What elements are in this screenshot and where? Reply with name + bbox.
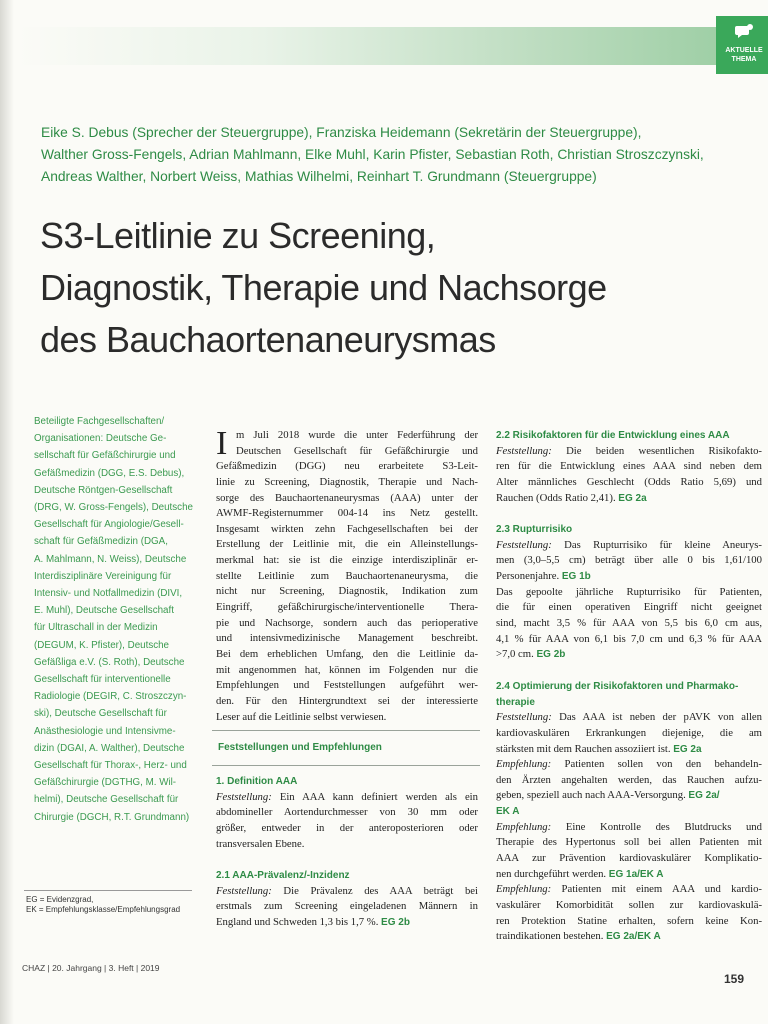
drop-cap: I [216, 425, 228, 462]
author-line: Andreas Walther, Norbert Weiss, Mathias Wilhelmi, Reinhart T. Grundmann (Steuergruppe) [41, 169, 597, 184]
sidebar-line: Beteiligte Fachgesellschaften/ [34, 416, 165, 427]
evidence-tag: EG 1a/EK A [608, 868, 664, 880]
sidebar-line: Gefäßchirurgie (DGTHG, M. Wil- [34, 777, 177, 789]
findings-heading: Feststellungen und Empfehlungen [218, 742, 382, 753]
text-line: Empfehlung: Patienten sollen von den behandeln- [496, 758, 762, 771]
speech-bubble-icon [734, 22, 754, 42]
badge-line-2: THEMA [731, 56, 757, 63]
evidence-tag: EG 1b [561, 571, 591, 583]
sidebar-line: A. Mahlmann, N. Weiss), Deutsche [34, 553, 187, 565]
journal-footer: CHAZ | 20. Jahrgang | 3. Heft | 2019 [22, 963, 160, 973]
text-line: die für einen operativen Eingriff nicht geeignet [496, 601, 762, 614]
title-line: Diagnostik, Therapie und Nachsorge [40, 267, 607, 308]
body-column-left [216, 425, 478, 725]
legend-line: EG = Evidenzgrad, [26, 895, 94, 904]
text-line: Therapie des Hypertonus soll bei allen Patienten mit [496, 836, 762, 849]
sidebar-divider [24, 890, 192, 891]
sidebar-line: für Ultraschall in der Medizin [34, 622, 158, 634]
text-line: Feststellung: Das Rupturrisiko für kleine Aneurys- [496, 538, 762, 551]
sidebar-line: Deutsche Röntgen-Gesellschaft [34, 484, 173, 496]
page-edge-shadow [0, 0, 14, 1024]
participating-societies-sidebar [34, 413, 194, 826]
text-line: ren für die Entwicklung eines AAA sind neben dem [496, 460, 762, 473]
text-line: Rauchen (Odds Ratio 2,41). EG 2a [496, 491, 647, 504]
text-line: stärksten mit dem Rauchen assoziiert ist. EG 2a [496, 742, 702, 755]
text-line: erstmals zum Screening eingeladenen Männern in [216, 900, 478, 913]
sidebar-line: Intensiv- und Notfallmedizin (DIVI, [34, 588, 183, 600]
sidebar-line: E. Muhl), Deutsche Gesellschaft [34, 605, 174, 617]
intro-line: Eingriff, gefäßchirurgische/interventionelle Thera- [216, 601, 478, 614]
body-column-right [496, 428, 762, 945]
sidebar-line: Organisationen: Deutsche Ge- [34, 433, 167, 445]
author-line: Walther Gross-Fengels, Adrian Mahlmann, Elke Muhl, Karin Pfister, Sebastian Roth, Christian Stroszczynski, [41, 147, 704, 162]
sidebar-line: schaft für Gefäßmedizin (DGA, [34, 536, 168, 548]
body-column-left-sections [216, 774, 478, 931]
text-line: Das gepoolte jährliche Rupturrisiko für Patienten, [496, 585, 762, 598]
intro-line: und intensivmedizinische Management beschreibt. [216, 632, 478, 645]
text-line: Personenjahre. EG 1b [496, 570, 591, 583]
evidence-tag: EG 2b [536, 649, 566, 661]
intro-line: AWMF-Registernummer 004-14 ins Netz gestellt. [216, 507, 478, 520]
text-line: traindikationen bestehen. EG 2a/EK A [496, 930, 661, 943]
page-number: 159 [724, 972, 745, 986]
sidebar-line: Chirurgie (DGCH, R.T. Grundmann) [34, 811, 190, 823]
section-heading: therapie [496, 696, 535, 708]
badge-line-1: AKTUELLE [725, 47, 763, 54]
text-line: abdomineller Aortendurchmesser von 30 mm oder [216, 806, 478, 819]
text-line: geben, speziell auch nach AAA-Versorgung. EG 2a/ [496, 789, 720, 802]
findings-heading-box [212, 730, 480, 766]
text-line: >7,0 cm. EG 2b [496, 648, 566, 661]
badge-label [716, 46, 768, 64]
intro-line: nicht nur Screening, Diagnostik, Indikation zum [216, 585, 478, 598]
section-heading: 2.3 Rupturrisiko [496, 524, 573, 536]
intro-line: den. Für den Hintergrundtext sei der interessierte [216, 694, 478, 707]
article-title [40, 210, 740, 366]
intro-line: Empfehlungen und Feststellungen aufgeführt wer- [216, 679, 478, 692]
text-line: 4,1 % für AAA von 6,1 bis 7,0 cm und 6,3 % für AAA [496, 632, 762, 645]
intro-line: pie und Nachsorge, sondern auch das perioperative [216, 616, 478, 629]
intro-line: Gefäßmedizin (DGG) neu erarbeitete S3-Leit- [216, 460, 478, 473]
text-line: men (3,0–5,5 cm) beträgt über alle 0 bis 1,61/100 [496, 554, 762, 567]
sidebar-line: helmi), Deutsche Gesellschaft für [34, 794, 179, 806]
section-heading: 2.4 Optimierung der Risikofaktoren und Pharmako- [496, 680, 739, 692]
text-line: kardiovaskulären Erkrankungen diejenige, die am [496, 726, 762, 739]
evidence-tag: EG 2a [673, 743, 702, 755]
text-line: Empfehlung: Eine Kontrolle des Blutdrucks und [496, 820, 762, 833]
section-heading: 1. Definition AAA [216, 776, 298, 787]
sidebar-line: Gefäßliga e.V. (S. Roth), Deutsche [34, 656, 185, 668]
intro-line: mit angenommen hat, können im Folgenden nur die [216, 663, 478, 676]
intro-line: stellte Leitlinie zum Bauchaortenaneurysma, die [216, 569, 478, 582]
author-line: Eike S. Debus (Sprecher der Steuergruppe), Franziska Heidemann (Sekretärin der Steuergruppe), [41, 125, 642, 140]
text-line: Feststellung: Das AAA ist neben der pAVK von allen [496, 711, 762, 724]
text-line: Feststellung: Die beiden wesentlichen Risikofakto- [496, 444, 762, 457]
text-line: Feststellung: Ein AAA kann definiert werden als ein [216, 790, 478, 803]
text-line: England und Schweden 1,3 bis 1,7 %. EG 2b [216, 916, 410, 929]
section-badge [716, 16, 768, 74]
evidence-tag: EG 2a/ [688, 790, 720, 802]
evidence-tag: EG 2b [381, 917, 410, 929]
sidebar-line: ski), Deutsche Gesellschaft für [34, 708, 167, 720]
sidebar-line: Gesellschaft für Thorax-, Herz- und [34, 760, 187, 772]
intro-line: m Juli 2018 wurde die unter Federführung der [236, 429, 478, 441]
sidebar-line: dizin (DGAI, A. Walther), Deutsche [34, 742, 185, 754]
text-line: transversalen Ebene. [216, 837, 305, 850]
section-heading: 2.1 AAA-Prävalenz/-Inzidenz [216, 870, 350, 882]
intro-line: merkmal hat: sie ist die einzige interdisziplinär er- [216, 554, 478, 567]
text-line: vaskulärer Komorbidität sollen zur kardiovaskulä- [496, 898, 762, 911]
header-band [18, 27, 718, 65]
sidebar-line: Gefäßmedizin (DGG, E.S. Debus), [34, 467, 185, 479]
evidence-tag: EG 2a [618, 492, 647, 504]
sidebar-line: (DRG, W. Gross-Fengels), Deutsche [34, 502, 193, 514]
intro-line: Leser auf die Leitlinie selbst verwiesen. [216, 710, 387, 723]
sidebar-line: Interdisziplinäre Vereinigung für [34, 570, 172, 582]
text-line: ren Protektion Statine erhalten, sofern keine Kon- [496, 914, 762, 927]
sidebar-line: Gesellschaft für interventionelle [34, 674, 171, 686]
text-line: Empfehlung: Patienten mit einem AAA und kardio- [496, 883, 762, 896]
text-line: größer, entweder in der anteroposterioren oder [216, 821, 478, 834]
evidence-tag: EG 2a/EK A [606, 931, 661, 943]
intro-line: Erstellung der Leitlinie mit, die ein Alleinstellungs- [216, 538, 478, 551]
section-heading: 2.2 Risikofaktoren für die Entwicklung eines AAA [496, 430, 730, 441]
intro-line: sorge des Bauchaortenaneurysmas (AAA) unter der [216, 491, 478, 504]
text-line: sind, macht 3,5 % für AAA von 5,5 bis 6,0 cm aus, [496, 617, 762, 630]
evidence-tag: EK A [496, 806, 520, 818]
intro-line: Bei dem erheblichen Umfang, den die Leitlinie da- [216, 647, 478, 660]
intro-line: Deutschen Gesellschaft für Gefäßchirurgie und [236, 444, 478, 457]
text-line: Feststellung: Die Prävalenz des AAA beträgt bei [216, 884, 478, 897]
author-list [41, 122, 768, 188]
title-line: des Bauchaortenaneurysmas [40, 319, 496, 360]
title-line: S3-Leitlinie zu Screening, [40, 215, 436, 256]
intro-line: Insgesamt wirkten zehn Fachgesellschaften bei der [216, 522, 478, 535]
sidebar-line: Gesellschaft für Angiologie/Gesell- [34, 519, 184, 531]
text-line: den Ärzten angehalten werden, das Rauchen aufzu- [496, 773, 762, 786]
intro-line: linie zu Screening, Diagnostik, Therapie und Nach- [216, 475, 478, 488]
sidebar-line: sellschaft für Gefäßchirurgie und [34, 450, 176, 462]
text-line: Alter männliches Geschlecht (Odds Ratio 5,69) und [496, 475, 762, 488]
text-line: AAA zur Prävention kardiovaskulärer Komplikatio- [496, 852, 762, 865]
sidebar-line: Radiologie (DEGIR, C. Stroszczyn- [34, 691, 187, 703]
abbreviation-legend [26, 895, 216, 915]
sidebar-line: Anästhesiologie und Intensivme- [34, 725, 176, 737]
sidebar-line: (DEGUM, K. Pfister), Deutsche [34, 639, 170, 651]
legend-line: EK = Empfehlungsklasse/Empfehlungsgrad [26, 905, 181, 914]
text-line: nen durchgeführt werden. EG 1a/EK A [496, 867, 664, 880]
